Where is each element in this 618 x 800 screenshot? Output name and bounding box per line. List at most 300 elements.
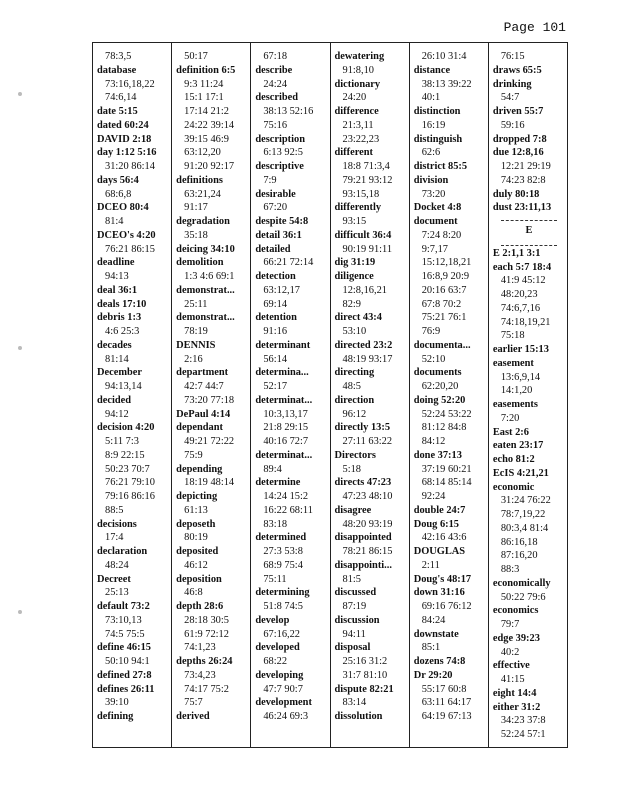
index-term: documents [413, 367, 462, 379]
index-term: detention [255, 312, 297, 324]
index-term: definitions [176, 174, 223, 186]
index-reference: 2:11 [421, 559, 440, 571]
index-term: developing [255, 669, 304, 681]
index-reference: 40:2 [500, 646, 520, 658]
index-term: directed 23:2 [334, 339, 393, 351]
index-reference: 40:1 [421, 92, 441, 104]
index-term: depths 26:24 [176, 656, 233, 667]
section-letter: E [525, 225, 533, 236]
index-reference: 34:23 37:8 [500, 715, 546, 727]
index-reference: 81:12 84:8 [421, 422, 467, 434]
index-reference: 91:17 [184, 202, 208, 214]
index-term: Docket 4:8 [413, 202, 462, 214]
index-reference: 50:10 94:1 [105, 656, 150, 667]
index-term: dictionary [334, 78, 381, 90]
index-reference: 75:11 [263, 573, 287, 585]
index-term: dropped 7:8 [492, 133, 547, 145]
index-reference: 25:13 [105, 587, 129, 599]
index-reference: 48:20 93:19 [342, 518, 393, 530]
index-reference: 69:14 [263, 298, 288, 310]
index-reference: 93:15 [342, 216, 367, 227]
index-reference: 17:4 [105, 532, 124, 544]
index-reference: 53:10 [342, 326, 367, 337]
index-reference: 52:10 [421, 353, 446, 365]
index-term: EcIS 4:21,21 [492, 467, 549, 479]
index-term: disagree [334, 504, 372, 516]
index-term: despite 54:8 [255, 216, 309, 227]
index-term: deposeth [176, 518, 216, 530]
index-term: district 85:5 [413, 161, 468, 172]
index-reference: 50:23 70:7 [105, 463, 150, 475]
index-term: DCEO's 4:20 [97, 229, 156, 241]
index-term: division [413, 174, 449, 186]
index-reference: 94:11 [342, 628, 366, 640]
index-reference: 75:21 76:1 [421, 312, 467, 324]
index-reference: 84:12 [421, 436, 446, 447]
index-reference: 73:16,18,22 [105, 78, 155, 90]
index-reference: 80:19 [184, 532, 208, 544]
index-reference: 62:6 [421, 147, 441, 159]
index-reference: 78:21 86:15 [342, 546, 393, 557]
index-reference: 21:3,11 [342, 119, 374, 131]
index-term: echo 81:2 [492, 454, 535, 465]
index-term: desirable [255, 188, 296, 200]
index-reference: 75:7 [184, 697, 203, 709]
index-term: description [255, 133, 305, 145]
index-reference: 4:6 25:3 [105, 326, 140, 337]
index-term: declaration [97, 546, 148, 557]
index-term: doing 52:20 [413, 394, 466, 406]
index-term: determining [255, 587, 310, 599]
index-reference: 93:15,18 [342, 188, 380, 200]
index-term: deposited [176, 546, 219, 557]
index-reference: 50:22 79:6 [500, 591, 546, 603]
index-reference: 42:7 44:7 [184, 381, 224, 392]
index-term: difficult 36:4 [334, 229, 392, 241]
index-reference: 38:13 39:22 [421, 78, 472, 90]
index-reference: 73:20 [421, 188, 446, 200]
index-term: document [413, 216, 458, 227]
index-term: decisions [97, 518, 137, 530]
index-term: draws 65:5 [492, 64, 542, 76]
index-reference: 27:3 53:8 [263, 546, 303, 557]
punch-hole-mark [18, 92, 22, 96]
index-reference: 14:24 15:2 [263, 491, 309, 502]
index-term: difference [334, 106, 379, 117]
index-term: earlier 15:13 [492, 344, 549, 355]
index-term: discussed [334, 587, 377, 599]
index-reference: 75:18 [500, 330, 525, 342]
index-term: demonstrat... [176, 312, 235, 324]
index-term: depth 28:6 [176, 601, 224, 612]
index-reference: 86:16,18 [500, 536, 538, 548]
index-reference: 87:19 [342, 601, 367, 612]
index-term: dated 60:24 [97, 119, 149, 131]
index-reference: 9:3 11:24 [184, 78, 224, 90]
index-reference: 96:12 [342, 408, 367, 420]
index-reference: 39:15 46:9 [184, 133, 229, 145]
index-reference: 74:6,14 [105, 92, 137, 104]
index-reference: 61:9 72:12 [184, 628, 229, 640]
index-term: days 56:4 [97, 174, 139, 186]
index-reference: 42:16 43:6 [421, 532, 467, 544]
index-term: East 2:6 [492, 426, 529, 438]
index-term: documenta... [413, 339, 471, 351]
index-term: decades [97, 339, 132, 351]
index-reference: 24:22 39:14 [184, 119, 235, 131]
index-column-2 [171, 43, 250, 747]
index-term: due 12:8,16 [492, 147, 544, 159]
index-column-1 [93, 43, 171, 747]
index-term: demolition [176, 257, 224, 269]
index-reference: 94:13,14 [105, 381, 142, 392]
index-reference: 5:18 [342, 463, 361, 475]
index-column-3 [250, 43, 329, 747]
index-term: disposal [334, 642, 371, 654]
index-reference: 48:20,23 [500, 289, 538, 300]
index-term: debris 1:3 [97, 312, 142, 324]
index-term: economically [492, 577, 551, 589]
index-reference: 20:16 63:7 [421, 284, 467, 296]
index-term: diligence [334, 271, 374, 282]
index-term: depending [176, 463, 223, 475]
index-term: downstate [413, 628, 459, 640]
index-term: DOUGLAS [413, 546, 466, 557]
index-reference: 79:16 86:16 [105, 491, 155, 502]
index-reference: 18:8 71:3,4 [342, 161, 390, 172]
index-term: effective [492, 660, 530, 672]
index-reference: 63:21,24 [184, 188, 221, 200]
index-term: edge 39:23 [492, 632, 540, 644]
index-term: economics [492, 605, 539, 617]
index-reference: 87:16,20 [500, 550, 538, 562]
index-reference: 2:16 [184, 353, 203, 365]
index-term: determined [255, 532, 307, 544]
index-term: department [176, 367, 229, 379]
index-term: demonstrat... [176, 284, 235, 296]
page-number: Page 101 [503, 20, 566, 35]
index-term: direct 43:4 [334, 312, 382, 324]
index-term: either 31:2 [492, 701, 541, 713]
index-reference: 18:19 48:14 [184, 477, 235, 489]
index-reference: 6:13 92:5 [263, 147, 303, 159]
index-reference: 76:15 [500, 51, 525, 62]
index-term: disappointed [334, 532, 392, 544]
index-term: DAVID 2:18 [97, 133, 152, 145]
index-reference: 39:10 [105, 697, 129, 709]
index-term: defining [97, 711, 134, 722]
index-column-4 [330, 43, 409, 747]
index-reference: 27:11 63:22 [342, 436, 393, 447]
index-reference: 12:21 29:19 [500, 161, 551, 172]
index-term: date 5:15 [97, 106, 138, 117]
index-term: eight 14:4 [492, 687, 537, 699]
index-reference: 68:6,8 [105, 188, 132, 200]
index-term: describe [255, 64, 293, 76]
index-term: dig 31:19 [334, 257, 376, 269]
index-term: Doug 6:15 [413, 518, 460, 530]
index-reference: 63:12,17 [263, 284, 301, 296]
index-reference: 54:7 [500, 92, 520, 104]
index-term: distance [413, 64, 451, 76]
index-reference: 31:7 81:10 [342, 669, 388, 681]
index-term: December [97, 367, 142, 379]
index-reference: 31:20 86:14 [105, 161, 155, 172]
index-term: detailed [255, 243, 291, 255]
index-term: decision 4:20 [97, 422, 155, 434]
index-reference: 46:12 [184, 559, 208, 571]
index-reference: 83:18 [263, 518, 288, 530]
index-reference: 7:24 8:20 [421, 229, 462, 241]
index-term: determine [255, 477, 301, 489]
index-reference: 89:4 [263, 463, 282, 475]
index-term: drinking [492, 78, 532, 90]
index-term: deals 17:10 [97, 298, 147, 310]
punch-hole-mark [18, 346, 22, 350]
index-reference: 63:11 64:17 [421, 697, 472, 709]
index-term: database [97, 64, 137, 76]
index-term: develop [255, 614, 290, 626]
index-reference: 51:8 74:5 [263, 601, 303, 612]
index-reference: 73:4,23 [184, 669, 216, 681]
index-term: easement [492, 357, 534, 369]
index-reference: 25:16 31:2 [342, 656, 388, 667]
index-term: deicing 34:10 [176, 243, 235, 255]
index-term: determinat... [255, 449, 313, 461]
index-reference: 25:11 [184, 298, 208, 310]
index-reference: 15:12,18,21 [421, 257, 472, 269]
index-reference: 7:9 [263, 174, 277, 186]
index-reference: 24:24 [263, 78, 288, 90]
index-term: distinguish [413, 133, 463, 145]
index-term: definition 6:5 [176, 64, 236, 76]
section-divider [501, 220, 557, 221]
index-term: directs 47:23 [334, 477, 392, 489]
index-term: dependant [176, 422, 223, 434]
index-reference: 91:8,10 [342, 64, 374, 76]
index-reference: 80:3,4 81:4 [500, 522, 549, 534]
index-reference: 74:23 82:8 [500, 174, 546, 186]
index-term: economic [492, 481, 535, 493]
index-reference: 59:16 [500, 119, 525, 131]
index-reference: 90:19 91:11 [342, 243, 393, 255]
index-term: Decreet [97, 573, 131, 585]
index-reference: 78:3,5 [105, 51, 132, 62]
index-reference: 8:9 22:15 [105, 449, 145, 461]
index-reference: 47:7 90:7 [263, 683, 303, 695]
index-reference: 94:12 [105, 408, 129, 420]
index-reference: 62:20,20 [421, 381, 459, 392]
index-reference: 88:5 [105, 504, 124, 516]
index-term: distinction [413, 106, 461, 117]
index-reference: 52:24 57:1 [500, 729, 546, 740]
index-term: Directors [334, 449, 376, 461]
index-reference: 49:21 72:22 [184, 436, 235, 447]
index-term: degradation [176, 216, 230, 227]
index-reference: 84:24 [421, 614, 446, 626]
index-term: define 46:15 [97, 642, 151, 654]
index-term: easements [492, 399, 538, 410]
index-term: dozens 74:8 [413, 656, 466, 667]
index-reference: 68:14 85:14 [421, 477, 472, 489]
index-term: DePaul 4:14 [176, 408, 231, 420]
index-reference: 83:14 [342, 697, 367, 709]
index-reference: 78:7,19,22 [500, 509, 546, 520]
index-reference: 16:19 [421, 119, 446, 131]
index-reference: 56:14 [263, 353, 288, 365]
index-reference: 74:17 75:2 [184, 683, 229, 695]
index-reference: 9:7,17 [421, 243, 448, 255]
index-term: deposition [176, 573, 222, 585]
index-term: DCEO 80:4 [97, 202, 149, 214]
index-reference: 41:15 [500, 674, 525, 685]
index-term: determina... [255, 367, 309, 379]
index-term: deal 36:1 [97, 284, 138, 296]
index-reference: 17:14 21:2 [184, 106, 229, 117]
index-reference: 61:13 [184, 504, 208, 516]
index-term: double 24:7 [413, 504, 466, 516]
index-reference: 81:4 [105, 216, 124, 227]
index-reference: 67:16,22 [263, 628, 301, 640]
index-reference: 55:17 60:8 [421, 683, 467, 695]
index-reference: 48:19 93:17 [342, 353, 393, 365]
index-term: dispute 82:21 [334, 683, 394, 695]
index-reference: 67:20 [263, 202, 288, 214]
index-term: defined 27:8 [97, 669, 152, 681]
index-reference: 91:20 92:17 [184, 161, 235, 172]
index-reference: 10:3,13,17 [263, 408, 308, 420]
index-column-5 [409, 43, 488, 747]
index-term: disappointi... [334, 559, 392, 571]
index-reference: 40:16 72:7 [263, 436, 309, 447]
index-reference: 68:22 [263, 656, 288, 667]
index-term: driven 55:7 [492, 106, 544, 117]
index-reference: 92:24 [421, 491, 446, 502]
index-term: discussion [334, 614, 380, 626]
index-reference: 38:13 52:16 [263, 106, 314, 117]
index-term: determinant [255, 339, 311, 351]
index-column-6 [488, 43, 567, 747]
index-reference: 76:9 [421, 326, 441, 337]
index-term: depicting [176, 491, 218, 502]
index-reference: 69:16 76:12 [421, 601, 472, 612]
index-term: directing [334, 367, 375, 379]
index-term: dissolution [334, 711, 383, 722]
index-term: DENNIS [176, 339, 216, 351]
index-reference: 66:21 72:14 [263, 257, 314, 269]
index-term: directly 13:5 [334, 422, 391, 434]
index-reference: 88:3 [500, 564, 520, 575]
index-reference: 79:7 [500, 619, 520, 630]
index-term: descriptive [255, 161, 304, 172]
index-reference: 26:10 31:4 [421, 51, 467, 62]
index-reference: 78:19 [184, 326, 208, 337]
index-reference: 16:22 68:11 [263, 504, 313, 516]
index-term: down 31:16 [413, 587, 465, 599]
index-reference: 79:21 93:12 [342, 174, 393, 186]
index-term: different [334, 147, 373, 159]
index-term: differently [334, 202, 382, 214]
index-term: Dr 29:20 [413, 669, 453, 681]
index-term: derived [176, 711, 210, 722]
index-term: dust 23:11,13 [492, 202, 552, 214]
index-term: detail 36:1 [255, 229, 302, 241]
index-reference: 81:14 [105, 353, 129, 365]
index-reference: 46:24 69:3 [263, 711, 309, 722]
index-term: done 37:13 [413, 449, 462, 461]
index-term: eaten 23:17 [492, 440, 544, 452]
index-term: described [255, 92, 299, 104]
index-reference: 67:18 [263, 51, 288, 62]
index-term: Doug's 48:17 [413, 573, 472, 585]
index-reference: 76:21 86:15 [105, 243, 155, 255]
index-term: defines 26:11 [97, 683, 155, 695]
index-reference: 1:3 4:6 69:1 [184, 271, 235, 282]
index-reference: 37:19 60:21 [421, 463, 472, 475]
index-reference: 16:8,9 20:9 [421, 271, 470, 282]
index-reference: 94:13 [105, 271, 129, 282]
index-reference: 13:6,9,14 [500, 371, 541, 383]
index-term: day 1:12 5:16 [97, 147, 157, 159]
index-term: developed [255, 642, 300, 654]
index-reference: 64:19 67:13 [421, 711, 472, 722]
index-term: E 2:1,1 3:1 [492, 247, 541, 259]
index-term: each 5:7 18:4 [492, 261, 552, 273]
index-reference: 73:10,13 [105, 614, 142, 626]
index-reference: 50:17 [184, 51, 208, 62]
index-reference: 47:23 48:10 [342, 491, 393, 502]
index-reference: 12:8,16,21 [342, 284, 387, 296]
index-reference: 82:9 [342, 298, 361, 310]
index-reference: 52:17 [263, 381, 288, 392]
index-reference: 31:24 76:22 [500, 495, 551, 507]
index-term: determinat... [255, 394, 313, 406]
index-reference: 74:5 75:5 [105, 628, 145, 640]
index-reference: 74:1,23 [184, 642, 216, 654]
index-reference: 46:8 [184, 587, 203, 599]
index-reference: 85:1 [421, 642, 441, 654]
index-reference: 52:24 53:22 [421, 408, 472, 420]
index-term: development [255, 697, 312, 709]
index-reference: 67:8 70:2 [421, 298, 462, 310]
punch-hole-mark [18, 610, 22, 614]
index-reference: 41:9 45:12 [500, 275, 546, 287]
index-term: detection [255, 271, 296, 282]
index-reference: 35:18 [184, 229, 208, 241]
index-reference: 68:9 75:4 [263, 559, 303, 571]
index-reference: 74:6,7,16 [500, 302, 541, 314]
index-reference: 74:18,19,21 [500, 316, 551, 328]
index-reference: 76:21 79:10 [105, 477, 155, 489]
index-term: direction [334, 394, 375, 406]
index-reference: 81:5 [342, 573, 361, 585]
index-reference: 75:16 [263, 119, 288, 131]
index-reference: 23:22,23 [342, 133, 380, 145]
section-divider [501, 245, 557, 246]
index-reference: 28:18 30:5 [184, 614, 229, 626]
word-index-table [92, 42, 568, 748]
index-term: default 73:2 [97, 601, 150, 612]
index-reference: 73:20 77:18 [184, 394, 235, 406]
index-reference: 48:24 [105, 559, 129, 571]
index-term: decided [97, 394, 132, 406]
index-reference: 24:20 [342, 92, 367, 104]
index-term: dewatering [334, 51, 385, 62]
index-reference: 15:1 17:1 [184, 92, 224, 104]
index-term: deadline [97, 257, 135, 269]
index-reference: 75:9 [184, 449, 203, 461]
index-reference: 5:11 7:3 [105, 436, 139, 447]
